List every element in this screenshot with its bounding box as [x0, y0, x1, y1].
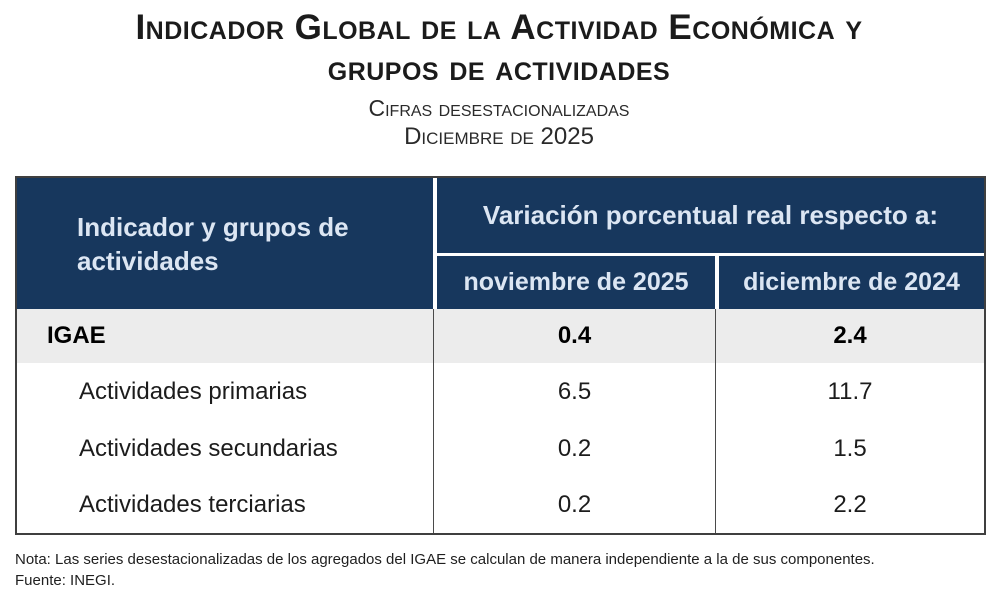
value-primarias-nov: 6.5 — [433, 363, 715, 420]
value-igae-dic: 2.4 — [715, 309, 984, 363]
page-title-line-2: grupos de actividades — [327, 49, 671, 88]
row-label-secundarias: Actividades secundarias — [79, 434, 338, 462]
row-label-terciarias: Actividades terciarias — [79, 491, 306, 518]
span-header-cell: Variación porcentual real respecto a: — [433, 178, 984, 256]
row-label-igae: IGAE — [17, 309, 433, 363]
igae-table — [15, 176, 986, 535]
subtitle-cifras: Cifras desestacionalizadas — [368, 95, 630, 121]
row-label-primarias: Actividades primarias — [79, 377, 308, 405]
value-secundarias-dic: 1.5 — [715, 420, 984, 477]
value-secundarias-nov: 0.2 — [433, 420, 715, 477]
value-primarias-dic: 11.7 — [715, 363, 984, 420]
column-header-noviembre: noviembre de 2025 — [433, 256, 715, 309]
subtitle-periodo: Diciembre de 2025 — [404, 123, 594, 150]
source-text: Fuente: INEGI. — [15, 572, 116, 589]
column-header-diciembre: diciembre de 2024 — [715, 256, 984, 309]
corner-header-cell: Indicador y grupos de actividades — [17, 178, 433, 309]
value-igae-nov: 0.4 — [433, 309, 715, 363]
footer-notes — [15, 549, 985, 591]
note-text: Nota: Las series desestacionalizadas de los agregados del IGAE se calculan de manera independiente a la de sus componentes. — [15, 551, 875, 568]
value-terciarias-dic: 2.2 — [715, 477, 984, 533]
value-terciarias-nov: 0.2 — [433, 477, 715, 533]
title-block — [0, 0, 998, 151]
page-title-line-1: Indicador Global de la Actividad Económica y — [135, 8, 863, 47]
